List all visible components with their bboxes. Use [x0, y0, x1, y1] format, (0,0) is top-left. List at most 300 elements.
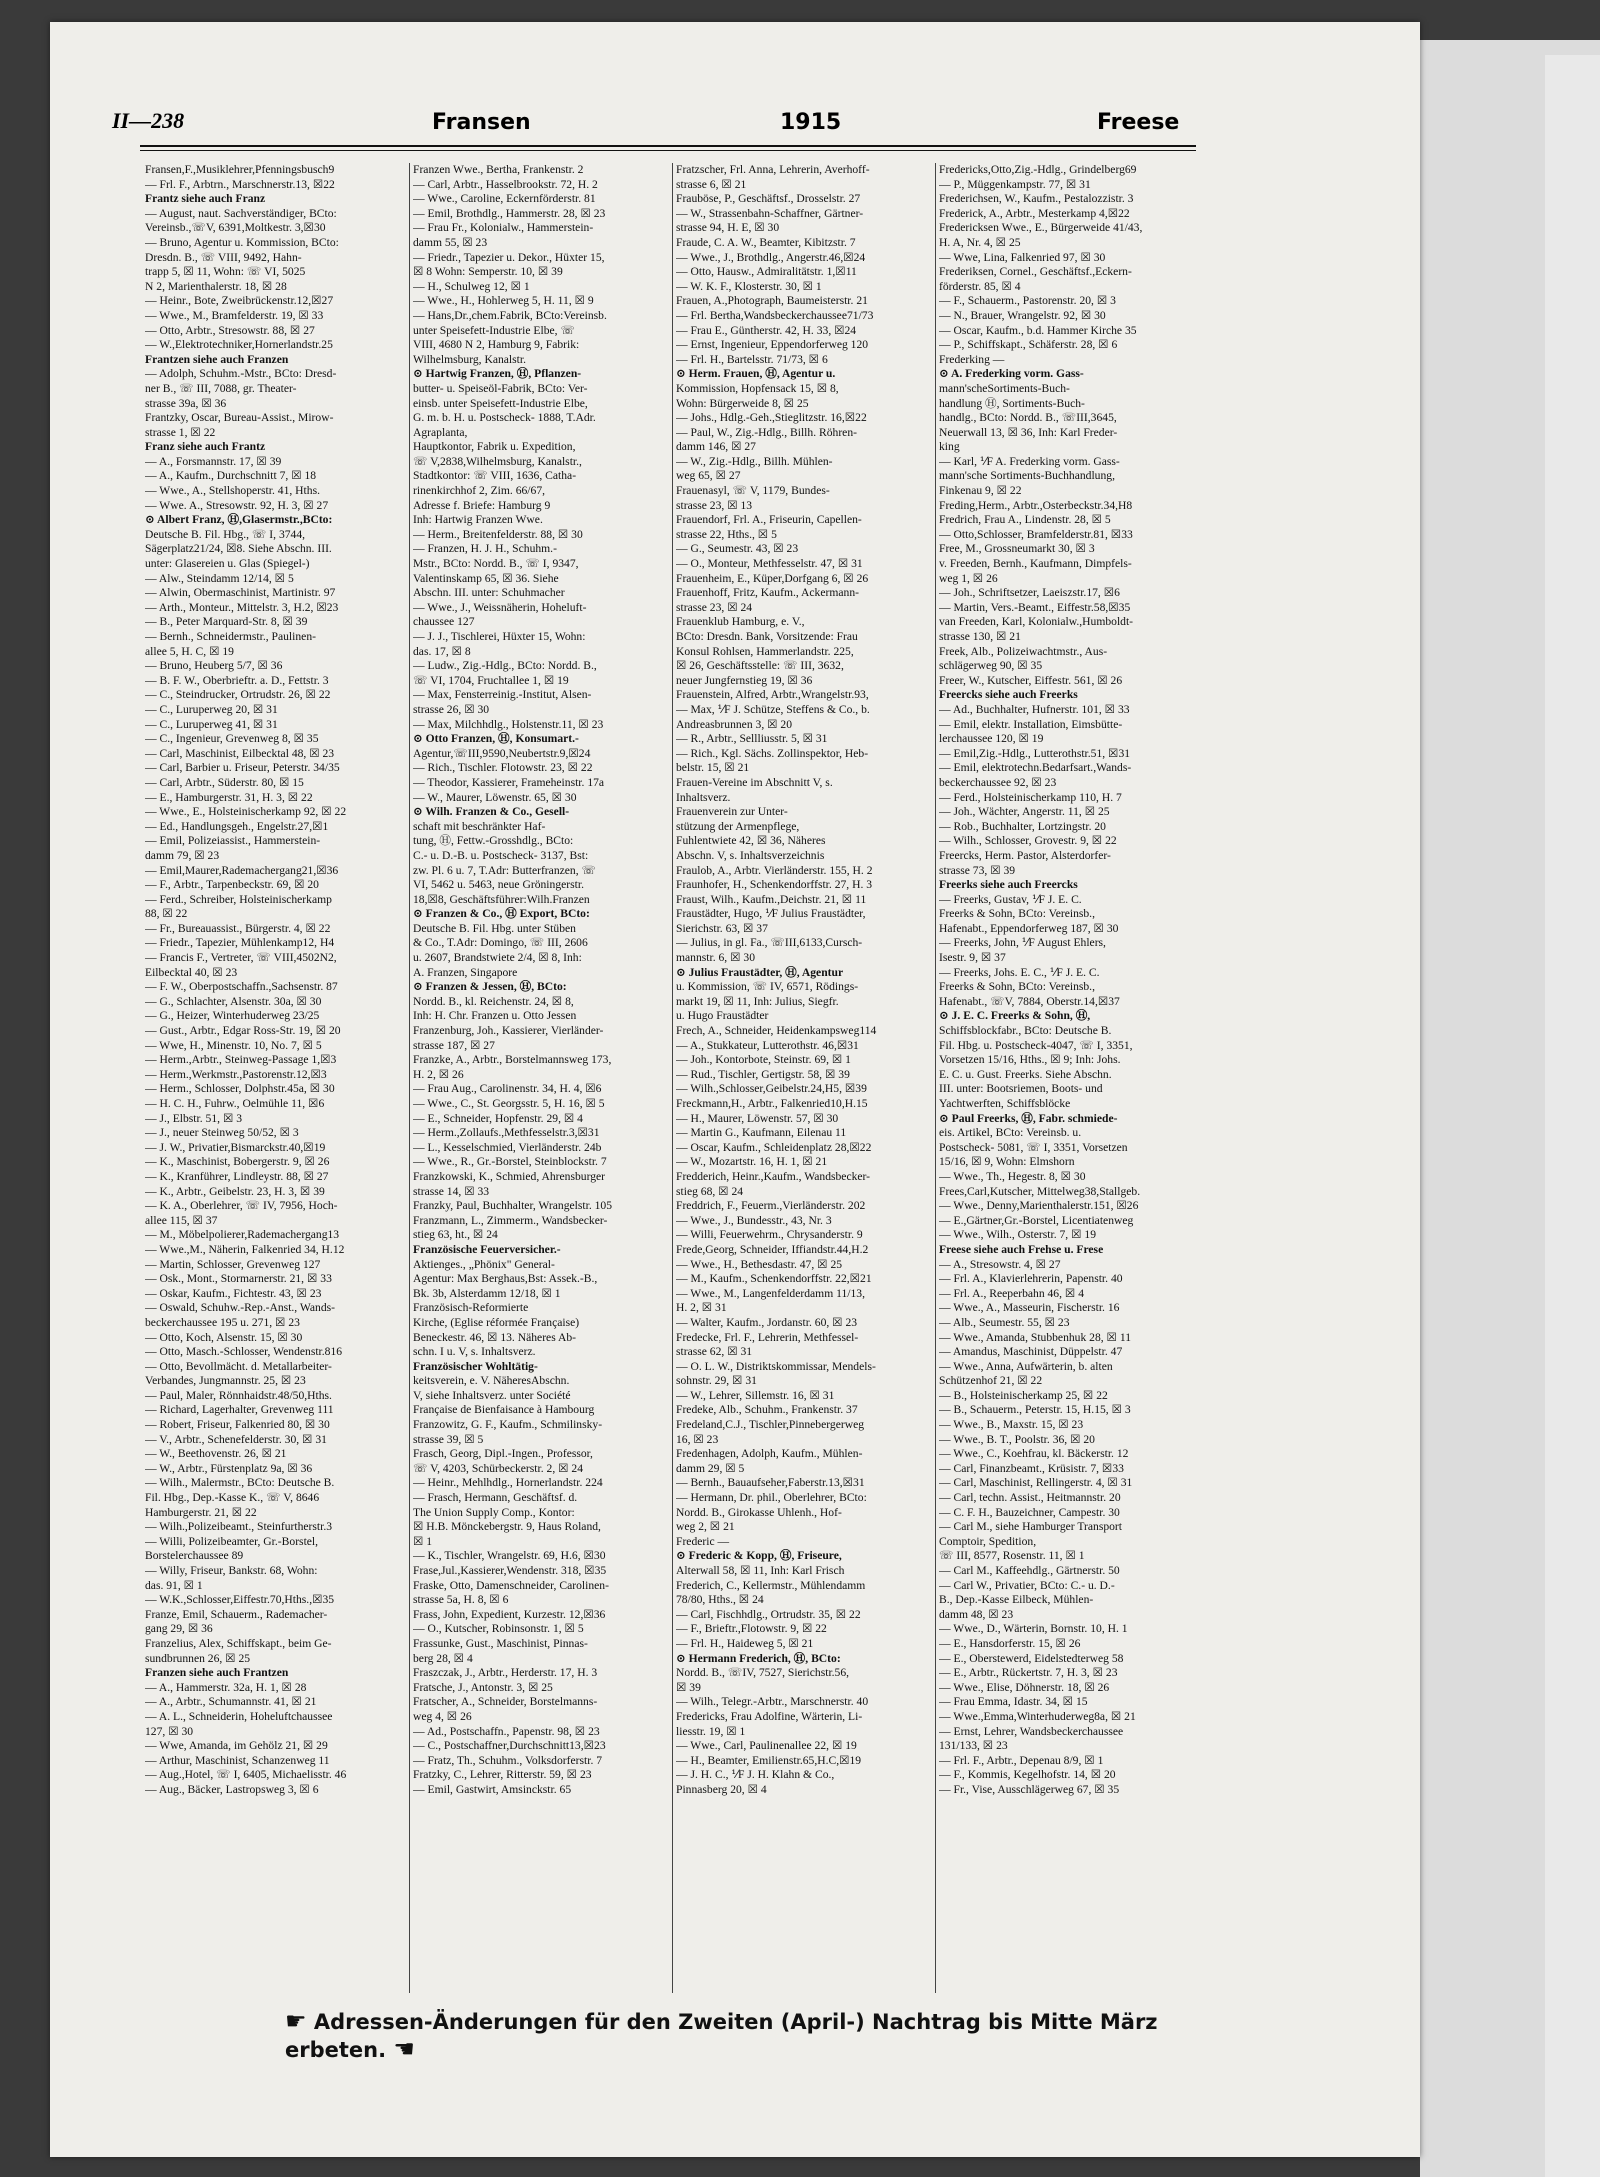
directory-entry-line: Mstr., BCto: Nordd. B., ☏ I, 9347, — [413, 557, 579, 571]
directory-entry-line: — Joh., Wächter, Angerstr. 11, ☒ 25 — [939, 805, 1110, 819]
directory-entry-line: gang 29, ☒ 36 — [145, 1622, 213, 1636]
directory-entry-line: — W.K.,Schlosser,Eiffestr.70,Hths.,☒35 — [145, 1593, 335, 1607]
directory-entry-line: — M., Kaufm., Schenkendorffstr. 22,☒21 — [676, 1272, 872, 1286]
pointing-hand-icon-right: ☚ — [393, 2035, 415, 2063]
directory-entry-line: N 2, Marienthalerstr. 18, ☒ 28 — [145, 279, 287, 293]
directory-entry-line: — A., Forsmannstr. 17, ☒ 39 — [145, 454, 282, 468]
directory-entry-line: van Freeden, Karl, Kolonialw.,Humboldt- — [939, 615, 1134, 629]
directory-entry-line: Französisch-Reformierte — [413, 1301, 529, 1315]
directory-entry-line: Fraulob, A., Arbtr. Vierländerstr. 155, H. 2 — [676, 863, 873, 877]
directory-entry-line: — Willi, Polizeibeamter, Gr.-Borstel, — [145, 1534, 319, 1548]
directory-entry-line: — K., Arbtr., Geibelstr. 23, H. 3, ☒ 39 — [145, 1184, 325, 1198]
directory-entry-line: mannstr. 6, ☒ 30 — [676, 951, 755, 965]
directory-entry-line: — A., Hammerstr. 32a, H. 1, ☒ 28 — [145, 1680, 307, 1694]
directory-entry-line: tung, Ⓗ, Fettw.-Grosshdlg., BCto: — [413, 834, 574, 848]
directory-entry-line: — A., Stresowstr. 4, ☒ 27 — [939, 1257, 1061, 1271]
directory-entry-line: — C., Ingenieur, Grevenweg 8, ☒ 35 — [145, 732, 319, 746]
directory-entry-line: strasse 130, ☒ 21 — [939, 630, 1021, 643]
directory-entry-line: — Frl. F., Arbtr., Depenau 8/9, ☒ 1 — [939, 1753, 1104, 1767]
directory-entry-line: — Frl. H., Haideweg 5, ☒ 21 — [676, 1636, 814, 1650]
directory-entry-line: Nordd. B., ☏IV, 7527, Sierichstr.56, — [676, 1666, 850, 1680]
directory-entry-line: weg 65, ☒ 27 — [676, 469, 741, 483]
directory-entry-line: — Oskar, Kaufm., Fichtestr. 43, ☒ 23 — [145, 1286, 322, 1300]
directory-entry-line: ⊙ Albert Franz, Ⓗ,Glasermstr.,BCto: — [145, 513, 333, 527]
directory-entry-line: — Fr., Vise, Ausschlägerweg 67, ☒ 35 — [939, 1782, 1120, 1796]
directory-entry-line: — Ed., Handlungsgeh., Engelstr.27,☒1 — [145, 819, 329, 833]
directory-entry-line: — Frau Aug., Carolinenstr. 34, H. 4, ☒6 — [413, 1082, 602, 1096]
directory-entry-line: Fransen,F.,Musiklehrer,Pfenningsbusch9 — [145, 163, 335, 176]
directory-entry-line: — Freerks, Gustav, ⅟F J. E. C. — [939, 892, 1082, 906]
directory-entry-line: Yachtwerften, Schiffsblöcke — [939, 1097, 1071, 1110]
page-header — [112, 108, 1192, 138]
directory-entry-line: — A., Arbtr., Schumannstr. 41, ☒ 21 — [145, 1695, 317, 1709]
directory-entry-line: Fraustädter, Hugo, ⅟F Julius Fraustädter, — [676, 907, 866, 921]
directory-entry-line: H. 2, ☒ 26 — [413, 1067, 464, 1081]
directory-entry-line: — Emil,Zig.-Hdlg., Lutterothstr.51, ☒31 — [939, 746, 1131, 760]
directory-entry-line: — Herm., Breitenfelderstr. 88, ☒ 30 — [413, 527, 583, 541]
directory-entry-line: — Carl, Fischhdlg., Ortrudstr. 35, ☒ 22 — [676, 1607, 861, 1621]
directory-entry-line: Kommission, Hopfensack 15, ☒ 8, — [676, 381, 839, 395]
directory-entry-line: Freese siehe auch Frehse u. Frese — [939, 1242, 1104, 1256]
directory-entry-line: — Alw., Steindamm 12/14, ☒ 5 — [145, 571, 294, 585]
directory-entry-line: — W.,Elektrotechniker,Hornerlandstr.25 — [145, 338, 333, 352]
directory-entry-line: — Max, ⅟F J. Schütze, Steffens & Co., b. — [676, 702, 870, 716]
directory-entry-line: Franzen siehe auch Frantzen — [145, 1666, 289, 1680]
directory-entry-line: Sierichstr. 63, ☒ 37 — [676, 921, 768, 935]
directory-entry-line: — Carl M., Kaffeehdlg., Gärtnerstr. 50 — [939, 1564, 1120, 1577]
directory-entry-line: ☏ V, 4203, Schürbeckerstr. 2, ☒ 24 — [413, 1461, 584, 1475]
directory-entry-line: — B., Peter Marquard-Str. 8, ☒ 39 — [145, 615, 308, 629]
directory-entry-line: — Johs., Hdlg.-Geh.,Stieglitzstr. 16,☒22 — [676, 411, 867, 425]
directory-entry-line: Hafenabt., ☏V, 7884, Oberstr.14,☒37 — [939, 994, 1120, 1008]
directory-entry-line: Neuerwall 13, ☒ 36, Inh: Karl Freder- — [939, 425, 1118, 439]
directory-entry-line: — Bruno, Heuberg 5/7, ☒ 36 — [145, 659, 283, 673]
directory-entry-line: Freerks & Sohn, BCto: Vereinsb., — [939, 907, 1095, 921]
directory-entry-line: — A., Kaufm., Durchschnitt 7, ☒ 18 — [145, 469, 317, 483]
directory-entry-line: — Joh., Kontorbote, Steinstr. 69, ☒ 1 — [676, 1053, 851, 1067]
directory-entry-line: stieg 63, ht., ☒ 24 — [413, 1228, 498, 1242]
directory-entry-line: — Otto, Hausw., Admiralitätstr. 1,☒11 — [676, 265, 857, 279]
directory-entry-line: — Hans,Dr.,chem.Fabrik, BCto:Vereinsb. — [413, 308, 607, 322]
directory-entry-line: damm 29, ☒ 5 — [676, 1461, 745, 1475]
directory-entry-line: — Walter, Kaufm., Jordanstr. 60, ☒ 23 — [676, 1315, 858, 1329]
directory-entry-line: — K., Maschinist, Bobergerstr. 9, ☒ 26 — [145, 1155, 330, 1169]
directory-entry-line: Beneckestr. 46, ☒ 13. Näheres Ab- — [413, 1330, 577, 1344]
directory-entry-line: Nordd. B., kl. Reichenstr. 24, ☒ 8, — [413, 994, 574, 1008]
directory-entry-line: mann'sche Sortiments-Buchhandlung, — [939, 469, 1115, 483]
directory-entry-line: — E., Hamburgerstr. 31, H. 3, ☒ 22 — [145, 790, 313, 804]
directory-entry-line: — Frau Emma, Idastr. 34, ☒ 15 — [939, 1695, 1088, 1709]
directory-entry-line: strasse 39a, ☒ 36 — [145, 396, 227, 410]
directory-entry-line: — Wwe, H., Minenstr. 10, No. 7, ☒ 5 — [145, 1038, 322, 1052]
directory-entry-line: Frauböse, P., Geschäftsf., Drosselstr. 27 — [676, 192, 861, 206]
directory-entry-line: strasse 73, ☒ 39 — [939, 863, 1016, 877]
directory-entry-line: — Wwe., Carl, Paulinenallee 22, ☒ 19 — [676, 1739, 857, 1753]
directory-entry-line: Isestr. 9, ☒ 37 — [939, 951, 1006, 965]
directory-entry-line: — E., Arbtr., Rückertstr. 7, H. 3, ☒ 23 — [939, 1666, 1118, 1680]
directory-entry-line: ⊙ Hermann Frederich, Ⓗ, BCto: — [676, 1651, 841, 1665]
directory-entry-line: — Herm.,Zollaufs.,Methfesselstr.3,☒31 — [413, 1126, 600, 1140]
directory-entry-line: — F., Schauerm., Pastorenstr. 20, ☒ 3 — [939, 294, 1116, 308]
directory-entry-line: strasse 6, ☒ 21 — [676, 177, 747, 191]
header-year: 1915 — [780, 110, 842, 135]
directory-entry-line: — C., Postschaffner,Durchschnitt13,☒23 — [413, 1739, 606, 1753]
directory-entry-line: — Wwe. A., Stresowstr. 92, H. 3, ☒ 27 — [145, 498, 329, 512]
directory-entry-line: — G., Seumestr. 43, ☒ 23 — [676, 542, 799, 556]
directory-entry-line: 16, ☒ 23 — [676, 1432, 719, 1446]
directory-entry-line: — Wilh.,Schlosser,Geibelstr.24,H5, ☒39 — [676, 1082, 867, 1096]
directory-entry-line: — J. J., Tischlerei, Hüxter 15, Wohn: — [413, 630, 586, 643]
directory-entry-line: Franz siehe auch Frantz — [145, 440, 266, 454]
directory-entry-line: Freerks & Sohn, BCto: Vereinsb., — [939, 980, 1095, 994]
footer-notice — [285, 2007, 1185, 2063]
directory-entry-line: schaft mit beschränkter Haf- — [413, 819, 546, 833]
directory-entry-line: Frass, John, Expedient, Kurzestr. 12,☒36 — [413, 1607, 606, 1621]
directory-entry-line: — Wwe., Elise, Döhnerstr. 18, ☒ 26 — [939, 1680, 1110, 1694]
directory-entry-line: — Wwe., C., St. Georgsstr. 5, H. 16, ☒ 5 — [413, 1097, 605, 1110]
column-1 — [145, 163, 407, 1993]
directory-entry-line: — Willy, Friseur, Bankstr. 68, Wohn: — [145, 1564, 318, 1577]
directory-entry-line: — P., Müggenkampstr. 77, ☒ 31 — [939, 177, 1091, 191]
header-right-word: Freese — [1097, 110, 1180, 135]
directory-entry-line: damm 55, ☒ 23 — [413, 235, 488, 249]
directory-entry-line: Frauenstein, Alfred, Arbtr.,Wrangelstr.93, — [676, 688, 869, 702]
directory-entry-line: Vereinsb.,☏V, 6391,Moltkestr. 3,☒30 — [145, 221, 326, 235]
directory-entry-line: ☏ V,2838,Wilhelmsburg, Kanalstr., — [413, 454, 582, 468]
directory-entry-line: — Frau Fr., Kolonialw., Hammerstein- — [413, 221, 594, 235]
directory-entry-line: — Bruno, Agentur u. Kommission, BCto: — [145, 235, 339, 249]
directory-entry-line: — Carl, Barbier u. Friseur, Peterstr. 34/35 — [145, 761, 340, 775]
directory-entry-line: — L., Kesselschmied, Vierländerstr. 24b — [413, 1140, 602, 1154]
directory-entry-line: Free, M., Grossneumarkt 30, ☒ 3 — [939, 542, 1095, 556]
directory-entry-line: Freek, Alb., Polizeiwachtmstr., Aus- — [939, 644, 1108, 658]
directory-entry-line: — P., Schiffskapt., Schäferstr. 28, ☒ 6 — [939, 338, 1118, 352]
directory-entry-line: Fraust, Wilh., Kaufm.,Deichstr. 21, ☒ 11 — [676, 892, 867, 906]
directory-entry-line: Inhaltsverz. — [676, 790, 731, 804]
directory-entry-line: Frederic — — [676, 1534, 730, 1548]
directory-entry-line: Franzmann, L., Zimmerm., Wandsbecker- — [413, 1213, 608, 1227]
directory-entry-line: Deutsche B. Fil. Hbg., ☏ I, 3744, — [145, 527, 306, 541]
directory-entry-line: — E., Hansdorferstr. 15, ☒ 26 — [939, 1636, 1081, 1650]
directory-entry-line: — Wwe., H., Hohlerweg 5, H. 11, ☒ 9 — [413, 294, 594, 308]
directory-entry-line: Französische Feuerversicher.- — [413, 1242, 561, 1256]
directory-entry-line: — Ad., Postschaffn., Papenstr. 98, ☒ 23 — [413, 1724, 600, 1738]
directory-entry-line: ☒ 39 — [676, 1680, 701, 1694]
directory-entry-line: — Wwe., J., Brothdlg., Angerstr.46,☒24 — [676, 250, 866, 264]
directory-entry-line: — B. F. W., Oberbrieftr. a. D., Fettstr. 3 — [145, 673, 329, 687]
directory-entry-line: Fredderich, Heinr.,Kaufm., Wandsbecker- — [676, 1169, 871, 1183]
directory-entry-line: — A., Stukkateur, Lutterothstr. 46,☒31 — [676, 1038, 859, 1052]
directory-entry-line: Deutsche B. Fil. Hbg. unter Stüben — [413, 921, 576, 935]
directory-entry-line: — Martin, Schlosser, Grevenweg 127 — [145, 1257, 321, 1271]
directory-entry-line: — Emil, Polizeiassist., Hammerstein- — [145, 834, 321, 848]
directory-entry-line: — Wwe., Anna, Aufwärterin, b. alten — [939, 1359, 1113, 1373]
directory-entry-line: 78/80, Hths., ☒ 24 — [676, 1593, 764, 1607]
directory-entry-line: ☏ III, 8577, Rosenstr. 11, ☒ 1 — [939, 1549, 1085, 1563]
directory-entry-line: — Otto,Schlosser, Bramfelderstr.81, ☒33 — [939, 527, 1133, 541]
directory-entry-line: damm 146, ☒ 27 — [676, 440, 756, 454]
directory-entry-line: handlg., BCto: Nordd. B., ☏III,3645, — [939, 411, 1117, 425]
directory-entry-line: Französischer Wohltätig- — [413, 1359, 538, 1373]
directory-entry-line: — V., Arbtr., Schenefelderstr. 30, ☒ 31 — [145, 1432, 327, 1446]
directory-entry-line: sohnstr. 29, ☒ 31 — [676, 1374, 757, 1388]
directory-entry-line: — Frasch, Hermann, Geschäftsf. d. — [413, 1491, 578, 1505]
directory-entry-line: — Carl, Maschinist, Rellingerstr. 4, ☒ 31 — [939, 1476, 1133, 1490]
directory-entry-line: — Frl. Bertha,Wandsbeckerchaussee71/73 — [676, 308, 874, 322]
directory-entry-line: Agentur: Max Berghaus,Bst: Assek.-B., — [413, 1272, 598, 1286]
directory-entry-line: — Friedr., Tapezier u. Dekor., Hüxter 15, — [413, 250, 605, 264]
directory-entry-line: damm 79, ☒ 23 — [145, 848, 220, 862]
directory-entry-line: Postscheck- 5081, ☏ I, 3351, Vorsetzen — [939, 1140, 1128, 1154]
directory-entry-line: — Frl. H., Bartelsstr. 71/73, ☒ 6 — [676, 352, 828, 366]
directory-entry-line: — O., Kutscher, Robinsonstr. 1, ☒ 5 — [413, 1622, 584, 1636]
directory-entry-line: Frauenheim, E., Küper,Dorfgang 6, ☒ 26 — [676, 571, 869, 585]
directory-entry-line: 18,☒8, Geschäftsführer:Wilh.Franzen — [413, 892, 590, 906]
directory-entry-line: — Carl, techn. Assist., Heitmannstr. 20 — [939, 1491, 1121, 1505]
directory-entry-line: Freckmann,H., Arbtr., Falkenried10,H.15 — [676, 1097, 868, 1110]
directory-entry-line: — Martin, Vers.-Beamt., Eiffestr.58,☒35 — [939, 600, 1131, 614]
directory-entry-line: — Max, Milchhdlg., Holstenstr.11, ☒ 23 — [413, 717, 604, 731]
directory-entry-line: — Rich., Tischler. Flotowstr. 23, ☒ 22 — [413, 761, 593, 775]
directory-entry-line: ⊙ Frederic & Kopp, Ⓗ, Friseure, — [676, 1549, 842, 1563]
directory-entry-line: — H. C. H., Fuhrw., Oelmühle 11, ☒6 — [145, 1097, 325, 1110]
directory-entry-line: — Wwe., R., Gr.-Borstel, Steinblockstr. 7 — [413, 1155, 607, 1169]
directory-entry-line: — Fr., Bureauassist., Bürgerstr. 4, ☒ 22 — [145, 921, 331, 935]
directory-entry-line: ⊙ A. Frederking vorm. Gass- — [939, 367, 1084, 381]
directory-entry-line: — Heinr., Bote, Zweibrückenstr.12,☒27 — [145, 294, 334, 308]
directory-entry-line: Schützenhof 21, ☒ 22 — [939, 1374, 1043, 1388]
directory-entry-line: Comptoir, Spedition, — [939, 1534, 1037, 1548]
directory-entry-line: Frauen-Vereine im Abschnitt V, s. — [676, 775, 833, 789]
directory-entry-line: Frantzky, Oscar, Bureau-Assist., Mirow- — [145, 411, 334, 425]
directory-entry-line: Hauptkontor, Fabrik u. Expedition, — [413, 440, 576, 454]
directory-entry-line: — Wwe.,Emma,Winterhuderweg8a, ☒ 21 — [939, 1709, 1136, 1723]
directory-entry-line: — K., Kranführer, Lindleystr. 88, ☒ 27 — [145, 1169, 329, 1183]
directory-entry-line: — O., Monteur, Methfesselstr. 47, ☒ 31 — [676, 557, 863, 571]
directory-entry-line: — W., Lehrer, Sillemstr. 16, ☒ 31 — [676, 1388, 835, 1402]
directory-entry-line: — W., Strassenbahn-Schaffner, Gärtner- — [676, 206, 864, 220]
directory-entry-line: — Ad., Buchhalter, Hufnerstr. 101, ☒ 33 — [939, 702, 1130, 716]
directory-entry-line: — Wwe.,M., Näherin, Falkenried 34, H.12 — [145, 1242, 345, 1256]
directory-entry-line: — Wwe., J., Weissnäherin, Hoheluft- — [413, 600, 587, 614]
directory-entry-line: — Richard, Lagerhalter, Grevenweg 111 — [145, 1403, 334, 1417]
directory-entry-line: Freercks siehe auch Freerks — [939, 688, 1078, 702]
directory-entry-line: — Carl M., siehe Hamburger Transport — [939, 1520, 1123, 1534]
directory-entry-line: — Adolph, Schuhm.-Mstr., BCto: Dresd- — [145, 367, 337, 381]
header-rule-thin — [140, 150, 1196, 151]
directory-entry-line: — Wwe., J., Bundesstr., 43, Nr. 3 — [676, 1213, 832, 1227]
directory-entry-line: Fraunhofer, H., Schenkendorffstr. 27, H. 3 — [676, 878, 873, 892]
directory-entry-line: B., Dep.-Kasse Eilbeck, Mühlen- — [939, 1593, 1094, 1607]
column-2 — [409, 163, 671, 1993]
directory-entry-line: Frederick, A., Arbtr., Mesterkamp 4,☒22 — [939, 206, 1130, 220]
directory-entry-line: — Franzen, H. J. H., Schuhm.- — [413, 542, 557, 556]
directory-entry-line: Konsul Rohlsen, Hammerlandstr. 225, — [676, 644, 854, 658]
directory-entry-line: ner B., ☏ III, 7088, gr. Theater- — [145, 381, 297, 395]
directory-entry-line: — Karl, ⅟F A. Frederking vorm. Gass- — [939, 454, 1120, 468]
directory-entry-line: — Fratz, Th., Schuhm., Volksdorferstr. 7 — [413, 1753, 603, 1767]
directory-entry-line: — Rich., Kgl. Sächs. Zollinspektor, Heb- — [676, 746, 869, 760]
directory-entry-line: weg 4, ☒ 26 — [413, 1709, 472, 1723]
directory-entry-line: handlung Ⓗ, Sortiments-Buch- — [939, 396, 1085, 410]
directory-entry-line: — Emil, Brothdlg., Hammerstr. 28, ☒ 23 — [413, 206, 606, 220]
directory-entry-line: — K., Tischler, Wrangelstr. 69, H.6, ☒30 — [413, 1549, 606, 1563]
directory-entry-line: — Wwe., A., Stellshoperstr. 41, Hths. — [145, 484, 320, 498]
directory-entry-line: Fredericks, Frau Adolfine, Wärterin, Li- — [676, 1709, 863, 1723]
directory-entry-line: — W., Zig.-Hdlg., Billh. Mühlen- — [676, 454, 833, 468]
directory-entry-line: Frederiksen, Cornel., Geschäftsf.,Eckern- — [939, 265, 1132, 279]
directory-entry-line: — Aug., Bäcker, Lastropsweg 3, ☒ 6 — [145, 1782, 319, 1796]
directory-entry-line: Frauenhoff, Fritz, Kaufm., Ackermann- — [676, 586, 859, 600]
directory-entry-line: — Oscar, Kaufm., b.d. Hammer Kirche 35 — [939, 323, 1137, 337]
directory-entry-line: strasse 23, ☒ 24 — [676, 600, 753, 614]
directory-entry-line: — G., Heizer, Winterhuderweg 23/25 — [145, 1009, 320, 1023]
directory-entry-line: — Carl, Maschinist, Eilbecktal 48, ☒ 23 — [145, 746, 335, 760]
directory-entry-line: Inh: Hartwig Franzen Wwe. — [413, 513, 543, 527]
directory-entry-line: — J., Elbstr. 51, ☒ 3 — [145, 1111, 243, 1125]
directory-entry-line: — Wwe, Lina, Falkenried 97, ☒ 30 — [939, 250, 1106, 264]
directory-entry-line: ⊙ Wilh. Franzen & Co., Gesell- — [413, 805, 570, 819]
directory-entry-line: Freer, W., Kutscher, Eiffestr. 561, ☒ 26 — [939, 673, 1123, 687]
directory-entry-line: — Joh., Schriftsetzer, Laeiszstr.17, ☒6 — [939, 586, 1120, 600]
directory-entry-line: Sägerplatz21/24, ☒8. Siehe Abschn. III. — [145, 542, 332, 556]
directory-entry-line: — E., Schneider, Hopfenstr. 29, ☒ 4 — [413, 1111, 583, 1125]
directory-entry-line: Dresdn. B., ☏ VIII, 9492, Hahn- — [145, 250, 302, 264]
directory-entry-line: — Arthur, Maschinist, Schanzenweg 11 — [145, 1753, 330, 1767]
directory-entry-line: — F. W., Oberpostschaffn.,Sachsenstr. 87 — [145, 980, 338, 994]
directory-entry-line: — Wwe., M., Langenfelderdamm 11/13, — [676, 1286, 865, 1300]
directory-entry-line: — C., Luruperweg 41, ☒ 31 — [145, 717, 278, 731]
directory-entry-line: — Robert, Friseur, Falkenried 80, ☒ 30 — [145, 1418, 330, 1432]
directory-entry-line: ⊙ Hartwig Franzen, Ⓗ, Pflanzen- — [413, 367, 582, 381]
directory-entry-line: rinenkirchhof 2, Zim. 66/67, — [413, 484, 546, 498]
directory-entry-line: — F., Kommis, Kegelhofstr. 14, ☒ 20 — [939, 1768, 1116, 1782]
directory-entry-line: strasse 62, ☒ 31 — [676, 1345, 753, 1359]
directory-entry-line: strasse 94, H. E, ☒ 30 — [676, 221, 780, 235]
directory-entry-line: H. 2, ☒ 31 — [676, 1301, 727, 1315]
directory-entry-line: — Wwe., D., Wärterin, Bornstr. 10, H. 1 — [939, 1622, 1128, 1636]
directory-entry-line: — Wwe., E., Holsteinischerkamp 92, ☒ 22 — [145, 805, 347, 819]
directory-entry-line: — Wwe., H., Bethesdastr. 47, ☒ 25 — [676, 1257, 843, 1271]
directory-entry-line: — Carl, Arbtr., Süderstr. 80, ☒ 15 — [145, 775, 304, 789]
directory-entry-line: — Wwe., B., Maxstr. 15, ☒ 23 — [939, 1418, 1084, 1432]
directory-entry-line: — Wilh., Telegr.-Arbtr., Marschnerstr. 40 — [676, 1695, 869, 1709]
directory-entry-line: — Alwin, Obermaschinist, Martinistr. 97 — [145, 586, 336, 600]
directory-entry-line: u. 2607, Brandstwiete 2/4, ☒ 8, Inh: — [413, 951, 582, 965]
directory-entry-line: — Otto, Bevollmächt. d. Metallarbeiter- — [145, 1359, 332, 1373]
directory-entry-line: belstr. 15, ☒ 21 — [676, 761, 750, 775]
directory-entry-line: allee 5, H. C, ☒ 19 — [145, 644, 234, 658]
directory-entry-line: Frauenklub Hamburg, e. V., — [676, 615, 805, 629]
directory-entry-line: Frees,Carl,Kutscher, Mittelweg38,Stallgeb. — [939, 1184, 1141, 1198]
directory-entry-line: 131/133, ☒ 23 — [939, 1739, 1008, 1753]
directory-entry-line: Borstelerchaussee 89 — [145, 1549, 244, 1563]
directory-entry-line: strasse 187, ☒ 27 — [413, 1038, 495, 1052]
directory-entry-line: das. 17, ☒ 8 — [413, 644, 471, 658]
directory-entry-line: Fraske, Otto, Damenschneider, Carolinen- — [413, 1578, 609, 1592]
directory-entry-line: beckerchaussee 92, ☒ 23 — [939, 775, 1057, 789]
directory-entry-line: V, siehe Inhaltsverz. unter Société — [413, 1388, 571, 1402]
directory-entry-line: — Herm., Schlosser, Dolphstr.45a, ☒ 30 — [145, 1082, 335, 1096]
directory-entry-line: — Frl. A., Klavierlehrerin, Papenstr. 40 — [939, 1272, 1123, 1286]
directory-entry-line: Kirche, (Eglise réformée Française) — [413, 1315, 580, 1329]
directory-entry-line: berg 28, ☒ 4 — [413, 1651, 473, 1665]
directory-entry-line: — Frau E., Güntherstr. 42, H. 33, ☒24 — [676, 323, 857, 337]
directory-entry-line: ⊙ Franzen & Co., Ⓗ Export, BCto: — [413, 907, 590, 921]
directory-entry-line: — Alb., Seumestr. 55, ☒ 23 — [939, 1315, 1070, 1329]
directory-entry-line: & Co., T.Adr: Domingo, ☏ III, 2606 — [413, 936, 588, 950]
directory-entry-line: ⊙ Paul Freerks, Ⓗ, Fabr. schmiede- — [939, 1111, 1118, 1125]
directory-entry-line: Freerks siehe auch Freercks — [939, 878, 1078, 892]
directory-entry-line: markt 19, ☒ 11, Inh: Julius, Siegfr. — [676, 994, 839, 1008]
directory-entry-line: — Bernh., Bauaufseher,Faberstr.13,☒31 — [676, 1476, 865, 1490]
directory-entry-line: The Union Supply Comp., Kontor: — [413, 1505, 575, 1519]
directory-entry-line: — Otto, Masch.-Schlosser, Wendenstr.816 — [145, 1345, 343, 1359]
directory-entry-line: Freercks, Herm. Pastor, Alsterdorfer- — [939, 848, 1111, 862]
directory-entry-line: strasse 1, ☒ 22 — [145, 425, 216, 439]
directory-entry-line: — Wwe., C., Koehfrau, kl. Bäckerstr. 12 — [939, 1447, 1129, 1461]
directory-entry-line: Franzelius, Alex, Schiffskapt., beim Ge- — [145, 1636, 332, 1650]
directory-entry-line: — C., Luruperweg 20, ☒ 31 — [145, 702, 278, 716]
directory-entry-line: Fratzscher, Frl. Anna, Lehrerin, Averhoff- — [676, 163, 870, 176]
directory-entry-line: — Emil, elektrotechn.Bedarfsart.,Wands- — [939, 761, 1132, 775]
directory-entry-line: — O. L. W., Distriktskommissar, Mendels- — [676, 1359, 876, 1373]
directory-entry-line: eis. Artikel, BCto: Vereinsb. u. — [939, 1126, 1082, 1140]
directory-entry-line: — Freerks, Johs. E. C., ⅟F J. E. C. — [939, 965, 1100, 979]
directory-entry-line: sundbrunnen 26, ☒ 25 — [145, 1651, 251, 1665]
directory-entry-line: Fredrich, Frau A., Lindenstr. 28, ☒ 5 — [939, 513, 1111, 527]
directory-entry-line: butter- u. Speiseöl-Fabrik, BCto: Ver- — [413, 381, 588, 395]
directory-entry-line: stieg 68, ☒ 24 — [676, 1184, 744, 1198]
directory-entry-line: — Julius, in gl. Fa., ☏III,6133,Cursch- — [676, 936, 863, 950]
directory-entry-line: — Aug.,Hotel, ☏ I, 6405, Michaelisstr. 46 — [145, 1768, 347, 1782]
directory-entry-line: Fuhlentwiete 42, ☒ 36, Näheres — [676, 834, 826, 848]
directory-entry-line: unter Speisefett-Industrie Elbe, ☏ — [413, 323, 575, 337]
directory-entry-line: Franze, Emil, Schauerm., Rademacher- — [145, 1607, 328, 1621]
directory-entry-line: ☒ 8 Wohn: Semperstr. 10, ☒ 39 — [413, 265, 563, 279]
directory-entry-line: strasse 23, ☒ 13 — [676, 498, 753, 512]
directory-entry-line: — W., Maurer, Löwenstr. 65, ☒ 30 — [413, 790, 577, 804]
directory-entry-line: — Wwe., B. T., Poolstr. 36, ☒ 20 — [939, 1432, 1095, 1446]
directory-entry-line: Stadtkontor: ☏ VIII, 1636, Catha- — [413, 469, 577, 483]
directory-entry-line: schlägerweg 90, ☒ 35 — [939, 659, 1043, 673]
directory-entry-line: Abschn. V, s. Inhaltsverzeichnis — [676, 848, 825, 862]
directory-entry-line: Fratscher, A., Schneider, Borstelmanns- — [413, 1695, 598, 1709]
footer-text: Adressen-Änderungen für den Zweiten (April-) Nachtrag bis Mitte März erbeten. — [285, 2010, 1158, 2062]
directory-entry-line: — Rud., Tischler, Gertigstr. 58, ☒ 39 — [676, 1067, 850, 1081]
directory-entry-line: Fraszczak, J., Arbtr., Herderstr. 17, H. 3 — [413, 1666, 598, 1680]
directory-entry-line: — H., Beamter, Emilienstr.65,H.C,☒19 — [676, 1753, 862, 1767]
directory-entry-line: — Francis F., Vertreter, ☏ VIII,4502N2, — [145, 951, 337, 965]
directory-entry-line: Frassunke, Gust., Maschinist, Pinnas- — [413, 1636, 588, 1650]
directory-entry-line: Inh: H. Chr. Franzen u. Otto Jessen — [413, 1009, 577, 1023]
directory-entry-line: — Wilh., Schlosser, Grovestr. 9, ☒ 22 — [939, 834, 1117, 848]
directory-entry-line: Pinnasberg 20, ☒ 4 — [676, 1782, 767, 1796]
directory-entry-line: Nordd. B., Girokasse Uhlenh., Hof- — [676, 1505, 842, 1519]
directory-entry-line: — H., Maurer, Löwenstr. 57, ☒ 30 — [676, 1111, 839, 1125]
directory-entry-line: — Osk., Mont., Stormarnerstr. 21, ☒ 33 — [145, 1272, 332, 1286]
directory-entry-line: — Wilh.,Polizeibeamt., Steinfurtherstr.3 — [145, 1520, 333, 1534]
directory-entry-line: Freddrich, F., Feuerm.,Vierländerstr. 202 — [676, 1199, 866, 1213]
directory-entry-line: VIII, 4680 N 2, Hamburg 9, Fabrik: — [413, 338, 580, 352]
directory-entry-line: Valentinskamp 65, ☒ 36. Siehe — [413, 571, 559, 585]
directory-entry-line: Andreasbrunnen 3, ☒ 20 — [676, 717, 792, 731]
directory-entry-line: liesstr. 19, ☒ 1 — [676, 1724, 746, 1738]
directory-entry-line: — Ludw., Zig.-Hdlg., BCto: Nordd. B., — [413, 659, 597, 673]
directory-entry-line: Alterwall 58, ☒ 11, Inh: Karl Frisch — [676, 1564, 845, 1577]
directory-entry-line: strasse 26, ☒ 30 — [413, 702, 490, 716]
directory-entry-line: — Martin G., Kaufmann, Eilenau 11 — [676, 1126, 847, 1140]
